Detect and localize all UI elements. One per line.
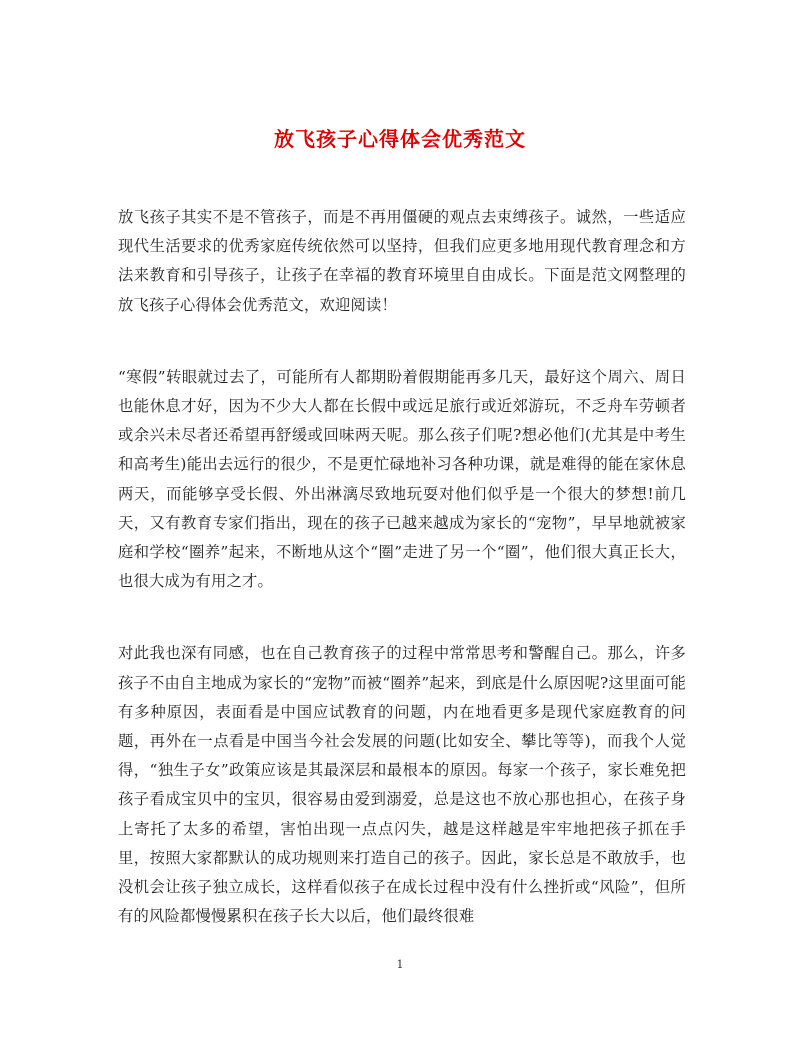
page-number: 1 (396, 958, 404, 971)
document-title: 放飞孩子心得体会优秀范文 (274, 127, 526, 152)
paragraph-reflection: 对此我也深有同感，也在自己教育孩子的过程中常常思考和警醒自己。那么，许多孩子不由自主地成为家长的“宠物”而被“圈养”起来，到底是什么原因呢?这里面可能有多种原因，表面看是中国应试教育的问题，内在地看更多是现代家庭教育的问题，再外在一点看是中国当今社会发展的问题(比如安全、攀比等等)，而我个人觉得，“独生子女”政策应该是其最深层和最根本的原因。每家一个孩子，家长难免把孩子看成宝贝中的宝贝，很容易由爱到溺爱，总是这也不放心那也担心，在孩子身上寄托了太多的希望，害怕出现一点点闪失，越是这样越是牢牢地把孩子抓在手里，按照大家都默认的成功规则来打造自己的孩子。因此，家长总是不敢放手，也没机会让孩子独立成长，这样看似孩子在成长过程中没有什么挫折或“风险”，但所有的风险都慢慢累积在孩子长大以后，他们最终很难 (118, 644, 686, 926)
paragraph-intro: 放飞孩子其实不是不管孩子，而是不再用僵硬的观点去束缚孩子。诚然，一些适应现代生活要求的优秀家庭传统依然可以坚持，但我们应更多地用现代教育理念和方法来教育和引导孩子，让孩子在幸福的教育环境里自由成长。下面是范文网整理的放飞孩子心得体会优秀范文，欢迎阅读！ (118, 208, 686, 314)
paragraph-winter-break: “寒假”转眼就过去了，可能所有人都期盼着假期能再多几天，最好这个周六、周日也能休息才好，因为不少大人都在长假中或远足旅行或近郊游玩，不乏舟车劳顿者或余兴未尽者还希望再舒缓或回味两天呢。那么孩子们呢?想必他们(尤其是中考生和高考生)能出去远行的很少，不是更忙碌地补习各种功课，就是难得的能在家休息两天，而能够享受长假、外出淋漓尽致地玩耍对他们似乎是一个很大的梦想!前几天，又有教育专家们指出，现在的孩子已越来越成为家长的“宠物”，早早地就被家庭和学校“圈养”起来，不断地从这个“圈”走进了另一个“圈”，他们很大真正长大，也很大成为有用之才。 (118, 367, 686, 591)
document-body (118, 203, 686, 974)
